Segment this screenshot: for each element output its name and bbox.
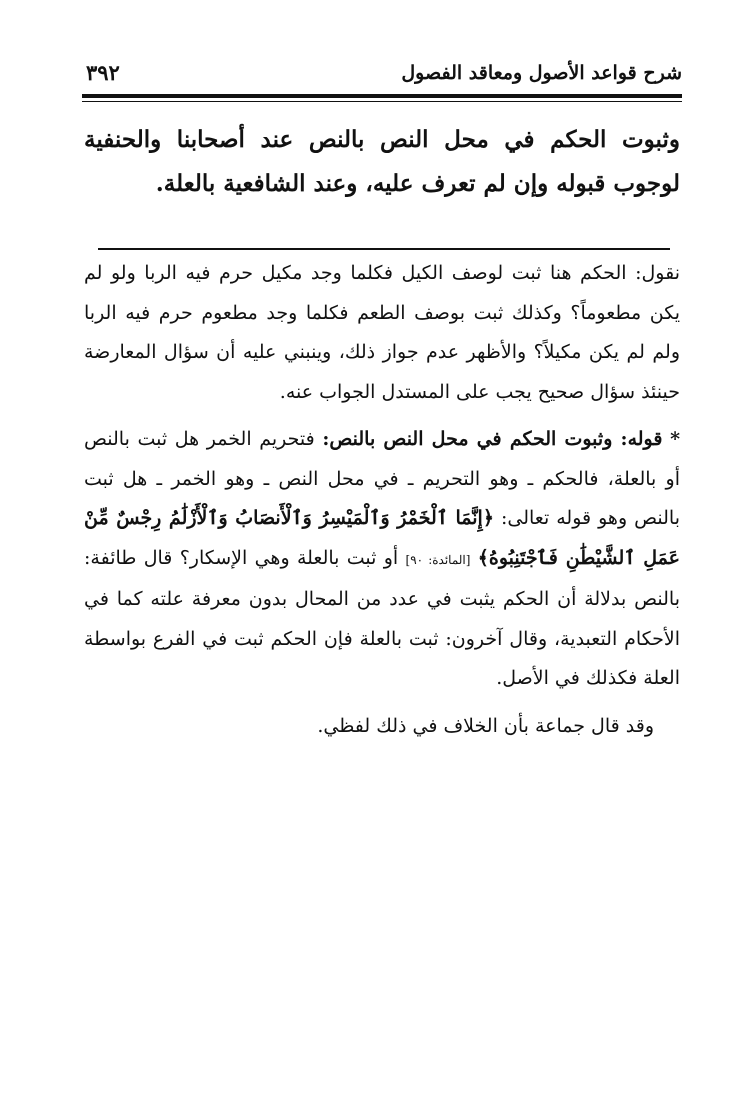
running-header — [82, 56, 682, 92]
commentary-paragraph-2 — [84, 420, 680, 699]
commentary — [84, 254, 680, 746]
quoted-matn-lead: قوله: وثبوت الحكم في محل النص بالنص: — [322, 428, 663, 450]
commentary-paragraph-1: نقول: الحكم هنا ثبت لوصف الكيل فكلما وجد مكيل حرم فيه الربا ولو لم يكن مطعوماً؟ وكذلك ثبت بوصف الطعم فكلما وجد مطعوم حرم فيه الربا ولم لم يكن مكيلاً؟ والأظهر عدم جواز ذلك، وينبني عليه أن سؤال المعارضة حينئذ سؤال صحيح يجب على المستدل الجواب عنه. — [84, 262, 680, 403]
paragraph-2-text-b: أو ثبت بالعلة وهي الإسكار؟ قال طائفة: بالنص بدلالة أن الحكم يثبت في عدد من المحال بدون معرفة علته كما في الأحكام التعبدية، وقال آخرون: ثبت بالعلة فإن الحكم ثبت في الفرع بواسطة العلة فكذلك في الأصل. — [84, 546, 680, 689]
verse-reference: [المائدة: ٩٠] — [405, 552, 471, 567]
paragraph-2-text-a: فتحريم الخمر هل ثبت بالنص أو بالعلة، فالحكم ـ وهو التحريم ـ في محل النص ـ وهو الخمر ـ هل ثبت بالنص وهو قوله تعالى: — [84, 428, 681, 529]
matn-separator — [98, 248, 670, 250]
quran-verse: ﴿إِنَّمَا ٱلْخَمْرُ وَٱلْمَيْسِرُ وَٱلْأَنصَابُ وَٱلْأَزْلَٰمُ رِجْسٌ مِّنْ عَمَلِ ٱلشَّيْطَٰنِ فَٱجْتَنِبُوهُ﴾ — [84, 507, 680, 569]
header-rule-thick — [82, 94, 682, 98]
running-header-title: شرح قواعد الأصول ومعاقد الفصول — [401, 62, 682, 84]
star-marker: * — [670, 428, 681, 450]
matn-text: وثبوت الحكم في محل النص بالنص عند أصحابنا والحنفية لوجوب قبوله وإن لم تعرف عليه، وعند الشافعية بالعلة. — [84, 126, 680, 197]
commentary-paragraph-3: وقد قال جماعة بأن الخلاف في ذلك لفظي. — [317, 714, 654, 737]
header-rule-thin — [82, 101, 682, 102]
page-number: ٣٩٢ — [86, 60, 120, 85]
